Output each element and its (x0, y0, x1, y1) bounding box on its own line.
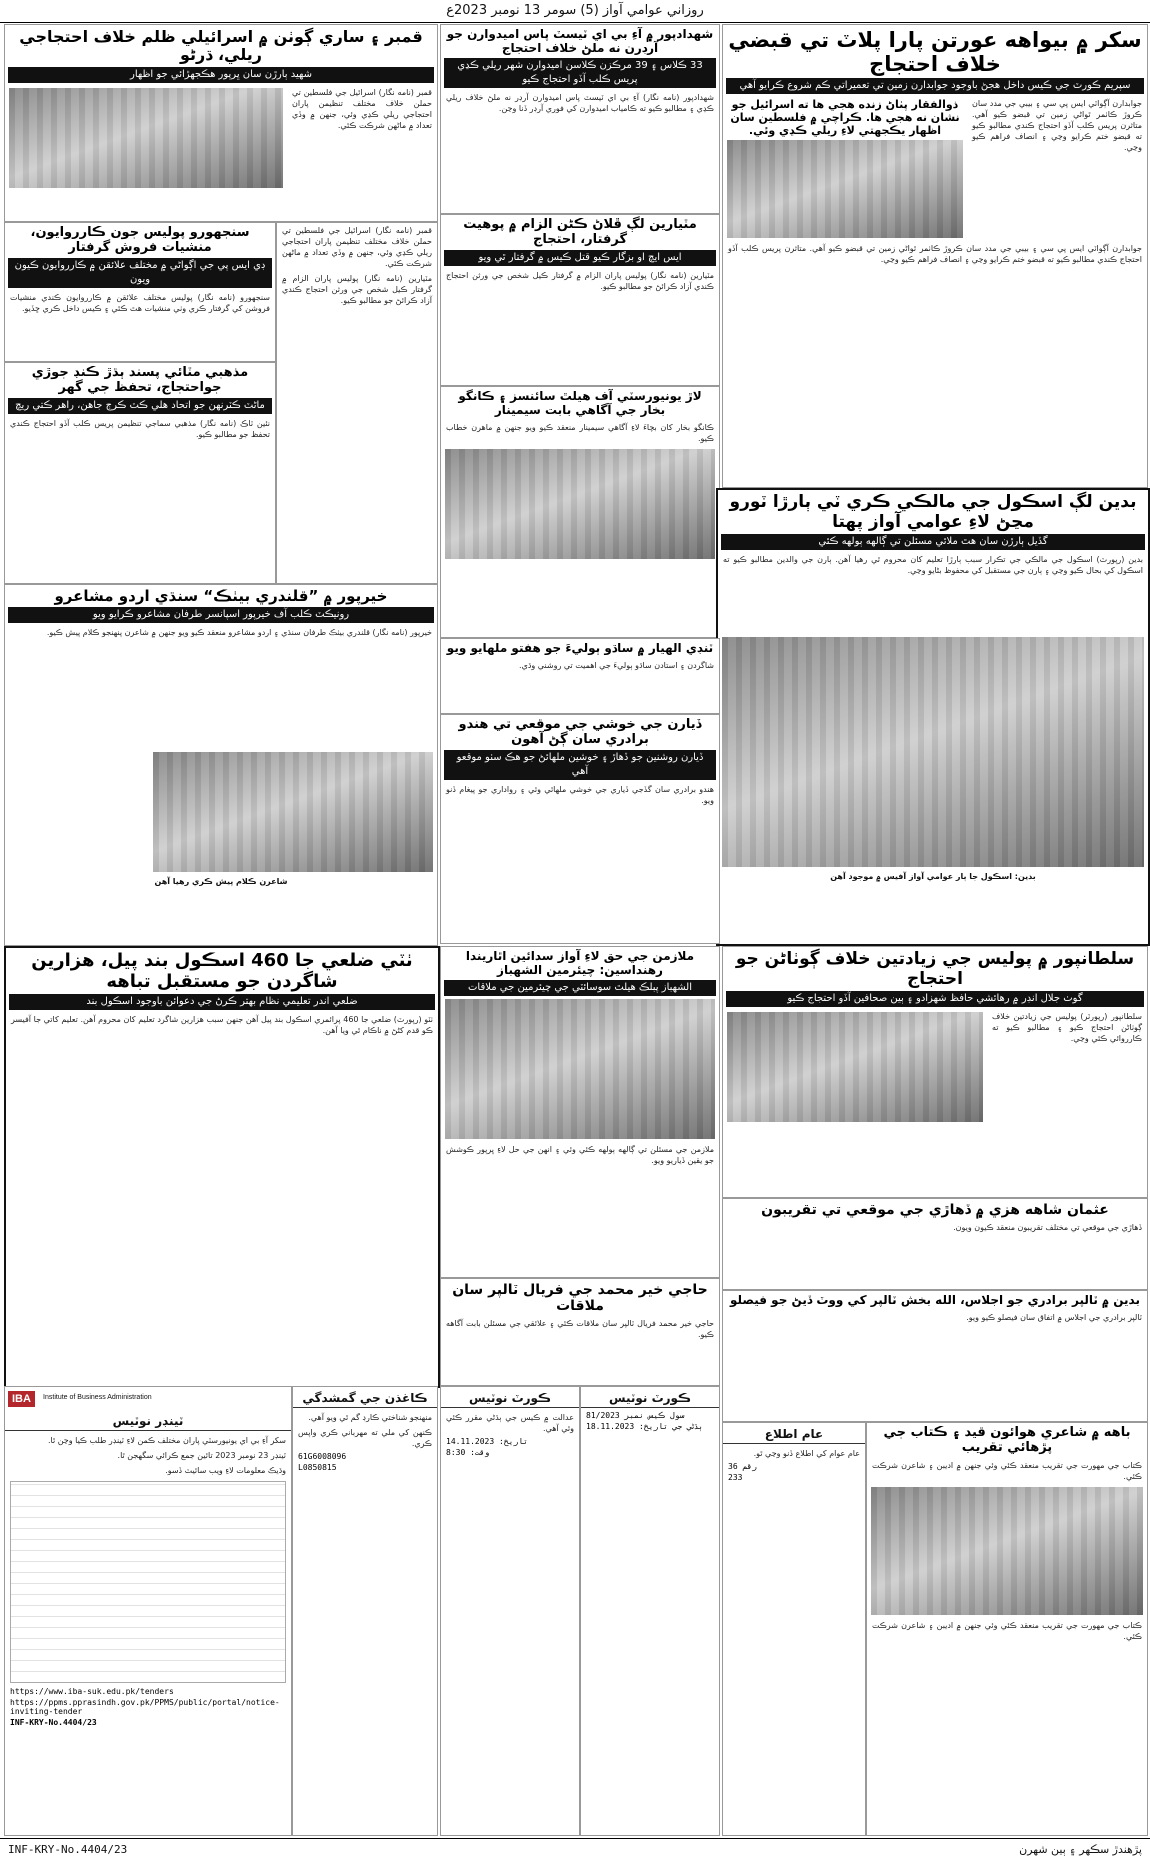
article-subhead-zulfiqar: ذوالفقار پٺاڻ زنده هجي ها ته اسرائيل جو نشان نه هجي ها. ڪراچي ۾ فلسطين سان اظهار يڪجهتي لاءِ ريلي ڪڍي وئي. (730, 98, 960, 137)
notice-court-2 (580, 1386, 720, 1836)
iba-org-name: Institute of Business Administration (43, 1394, 152, 1401)
article-headline: مٽيارين لڳ ڦلاڻ ڪڻن الزام ۾ پوهيت گرفتار، احتجاج (463, 217, 697, 247)
article-body: جوابدارن آڳواٽي ايس پي سي ۽ بيبي جي مدد سان ڪروڙ ڪاٺمر ٿواڻي زمين تي قبضو ڪيو آهي. متاثرن پريس ڪلب آڏو احتجاج ڪندي مطالبو ڪيو ته قبضو ختم ڪرايو وڃي ۽ انصاف فراهم ڪيو وڃي. (972, 99, 1142, 153)
article-sanjhoro-police (4, 222, 276, 362)
notice-line-1: عام عوام کي اطلاع ڏنو وڃي ٿو. (753, 1449, 860, 1458)
article-subheadline: ايس ايچ او بزگار ڪيو قتل ڪيس ۾ گرفتار ٿي ويو (444, 250, 716, 266)
notice-title: عام اطلاع (723, 1425, 865, 1444)
notice-line-1: منهنجو شناختي ڪارڊ گم ٿي ويو آهي. (308, 1413, 432, 1422)
villagers-protest-photo (727, 1012, 983, 1122)
article-body: سلطانپور (رپورٽر) پوليس جي زيادتين خلاف ڳوٺاڻن احتجاج ڪيو ۽ مطالبو ڪيو ته ڪارروائي ڪئي وڃي. (992, 1012, 1142, 1044)
ad-iba-tender (4, 1386, 292, 1836)
article-headline: ڏيارن جي خوشي جي موقعي تي هندو برادري سان ڳڻ آهون (458, 717, 702, 747)
article-body: شاگردن ۽ استادن ساڌو ٻوليءَ جي اهميت تي روشني وڌي. (519, 660, 714, 670)
article-badin-school-children (716, 488, 1150, 946)
article-headline: لاڙ يونيورسٽي آف هيلٿ سائنسز ۽ ڪانگو بخار جي آگاهي بابت سيمينار (458, 389, 702, 417)
article-qambar-rally (4, 24, 438, 222)
tender-url-link[interactable]: https://www.iba-suk.edu.pk/tenders (10, 1687, 174, 1696)
tender-line-2: ٽينڊر 23 نومبر 2023 تائين جمع ڪرائي سگهجن ٿا. (117, 1451, 286, 1460)
notice-date: ٻڌڻي جي تاريخ: 18.11.2023 (586, 1422, 704, 1431)
article-book-launch (866, 1422, 1148, 1836)
notice-title: ڪاغذن جي گمشدگي (293, 1389, 437, 1408)
article-headline: بدين لڳ اسڪول جي مالڪي ڪري ٽي ٻارڙا ٽورو مڃڻ لاءِ عوامي آواز پهتا (729, 492, 1137, 532)
iba-logo: IBA (8, 1391, 35, 1407)
meeting-photo (445, 999, 715, 1139)
footer-label: پڙهندڙ سڪهر ۽ ٻين شهرن (1019, 1843, 1142, 1856)
article-employees-rights (440, 946, 720, 1278)
article-body: ٽالپر برادري جي اجلاس ۾ اتفاق سان فيصلو ڪيو ويو. (966, 1312, 1142, 1322)
article-sukkur-plot-protest (722, 24, 1148, 488)
article-headline: بدين ۾ ٽالپر برادري جو اجلاس، الله بخش ٽالپر کي ووٽ ڏيڻ جو فيصلو (730, 1293, 1140, 1307)
notice-title: ڪورٽ نوٽيس (581, 1389, 719, 1408)
article-body: ڪتاب جي مهورت جي تقريب منعقد ڪئي وئي جنهن ۾ اديبن ۽ شاعرن شرڪت ڪئي. (872, 1460, 1142, 1481)
article-headline: شهدادپور ۾ آءِ بي اي ٽيسٽ پاس اميدوارن جو آرڊرن نه ملڻ خلاف احتجاج (446, 27, 714, 55)
footer (0, 1838, 1150, 1860)
notice-number-2: L0850815 (298, 1463, 337, 1472)
article-body: مٽيارين (نامه نگار) پوليس پاران الزام ۾ گرفتار ڪيل شخص جي ورثن احتجاج ڪندي آزاد ڪرائڻ جو مطالبو ڪيو. (446, 270, 714, 291)
article-body: قمبر (نامه نگار) اسرائيل جي فلسطين تي حملن خلاف مختلف تنظيمن پاران احتجاجي ريلي ڪڍي وئي، جنهن ۾ وڏي تعداد ۾ ماڻهن شرڪت ڪئي. (282, 226, 432, 268)
notice-court-1 (440, 1386, 580, 1836)
article-khairpur-mushaira (4, 584, 438, 946)
article-usman-shah-event (722, 1198, 1148, 1290)
notice-case-number: سول ڪيس نمبر 81/2023 (586, 1411, 685, 1420)
article-headline: باهه ۾ شاعري هوائون قيد ۽ ڪتاب جي پڙهائي تقريب (883, 1425, 1131, 1455)
tender-code: INF-KRY-No.4404/23 (10, 1718, 97, 1727)
tender-title: ٽينڊر نوٽيس (5, 1412, 291, 1431)
article-subheadline: سپريم ڪورٽ جي ڪيس داخل هجڻ باوجود جوابدارن زمين تي تعميراتي ڪم شروع ڪرايو آهي (726, 78, 1144, 94)
article-headline: ٺٽي ضلعي جا 460 اسڪول بند پيل، هزارين شاگردن جو مستقبل تباهه (31, 950, 413, 992)
article-diwali-hindu (440, 714, 720, 944)
notice-time: وقت: 8:30 (446, 1448, 490, 1457)
article-subheadline: 33 ڪلاس ۽ 39 مرڪزن ڪلاسن اميدوارن شهر ريلي ڪڍي پريس ڪلب آڏو احتجاج ڪيو (444, 58, 716, 88)
article-subheadline: شهيد ٻارڙن سان ڀرپور هڪجهڙائي جو اظهار (8, 67, 434, 83)
article-faryal-talpur-meeting (440, 1278, 720, 1386)
article-body: بدين (رپورٽ) اسڪول جي مالڪي جي تڪرار سبب ٻارڙا تعليم کان محروم ٿي رهيا آهن. ٻارن جي والدين مطالبو ڪيو ته اسڪول کي بحال ڪيو وڃي ۽ ٻارن جي مستقبل کي محفوظ بڻايو وڃي. (723, 555, 1143, 576)
book-launch-photo (871, 1487, 1143, 1615)
article-headline: عثمان شاهه هزي ۾ ڏهاڙي جي موقعي تي تقريبون (761, 1202, 1109, 1218)
article-body: ملازمن جي مسئلن تي ڳالهه ٻولهه ڪئي وئي ۽ انهن جي حل لاءِ ڀرپور ڪوشش جو يقين ڏياريو ويو. (446, 1144, 714, 1165)
notice-number-1: رقم 36 (728, 1462, 757, 1471)
article-headline: حاجي خير محمد جي فريال ٽالپر سان ملاقات (452, 1282, 708, 1315)
article-headline: سنجهورو پوليس جون ڪارروايون، منشيات فروش گرفتار (30, 225, 250, 255)
article-religious-protest (4, 362, 276, 584)
seminar-photo (445, 449, 715, 559)
article-body: هندو برادري سان گڏجي ڏياري جي خوشي ملهائي وئي ۽ رواداري جو پيغام ڏنو ويو. (446, 784, 714, 805)
article-body-continued: ڪتاب جي مهورت جي تقريب منعقد ڪئي وئي جنهن ۾ اديبن ۽ شاعرن شرڪت ڪئي. (872, 1620, 1142, 1641)
article-thatta-schools-closed (4, 946, 440, 1388)
article-subheadline: ڏيارن روشنين جو ڏهاڙ ۽ خوشين ملهائڻ جو هڪ سٺو موقعو آهي (444, 750, 716, 780)
article-sultanpur-police-protest (722, 946, 1148, 1198)
article-congo-seminar (440, 386, 720, 638)
notice-title: ڪورٽ نوٽيس (441, 1389, 579, 1408)
article-body: حاجي خير محمد فريال ٽالپر سان ملاقات ڪئي ۽ علائقي جي مسئلن بابت آگاهه ڪيو. (446, 1319, 714, 1340)
notice-number-1: 61G6008096 (298, 1452, 347, 1461)
mushaira-photo (153, 752, 433, 872)
article-body: سنجهورو (نامه نگار) پوليس مختلف علائقن ۾ ڪارروايون ڪندي منشيات فروشن کي گرفتار ڪري وٺي منشيات هٿ ڪئي ۽ ڪيس داخل ڪري ڇڏيو. (10, 292, 270, 313)
article-body: شهدادپور (نامه نگار) آءِ بي اي ٽيسٽ پاس اميدوارن آرڊر نه ملڻ خلاف ريلي ڪڍي ۽ مطالبو ڪيو ته ڪامياب اميدوارن کي فوري آرڊر ڏنا وڃن. (446, 92, 714, 113)
article-headline: مذهبي مٽائي پسند ٻڌڙ ڪنڊ جوڙي جواحتجاج، تحفظ جي گهر (31, 365, 249, 395)
photo-caption: بدين: اسڪول جا ٻار عوامي آواز آفيس ۾ موجود آهن (830, 872, 1036, 882)
article-shahdadpur-iba-protest (440, 24, 720, 214)
notice-line-2: ڪنهن کي ملي ته مهرباني ڪري واپس ڪري. (298, 1428, 432, 1448)
article-subheadline: ماڻٽ ڪٽرنهن جو اتحاد هلي ڪٽ ڪرڄ جاهن، راهر ڪتي ريچ (8, 398, 272, 414)
notice-public (722, 1422, 866, 1836)
article-subheadline: رونيڪٽ ڪلب آف خيرپور اسپانسر طرفان مشاعرو ڪرايو ويو (8, 607, 434, 623)
children-group-photo (722, 637, 1144, 867)
tender-line-1: سکر آءِ بي اي يونيورسٽي پاران مختلف ڪمن لاءِ ٽينڊر طلب ڪيا وڃن ٿا. (47, 1436, 286, 1445)
tender-table (10, 1481, 286, 1683)
article-body-continued: جوابدارن آڳواٽي ايس پي سي ۽ بيبي جي مدد سان ڪروڙ ڪاٺمر ٿواڻي زمين تي قبضو ڪيو آهي. متاثرن پريس ڪلب آڏو احتجاج ڪندي مطالبو ڪيو ته قبضو ختم ڪرايو وڃي ۽ انصاف فراهم ڪيو وڃي. (728, 244, 1142, 265)
article-body: نئين ٽاڪ (نامه نگار) مذهبي سماجي تنظيمن پريس ڪلب آڏو احتجاج ڪندي تحفظ جو مطالبو ڪيو. (10, 418, 270, 439)
photo-caption: شاعرن ڪلام پيش ڪري رهيا آهن (154, 877, 288, 887)
article-headline: ملازمن جي حق لاءِ آواز سدائين اٿاريندا رهنداسين: چيئرمين الشهباز (465, 949, 695, 977)
article-headline: سلطانپور ۾ پوليس جي زيادتين خلاف ڳوٺاڻن جو احتجاج (735, 949, 1135, 989)
article-subheadline: الشهباز پبلڪ هيلٿ سوسائٽي جي چيئرمين جي ملاقات (444, 980, 716, 996)
article-subheadline: گڏيل ٻارڙن سان هٿ ملائي مسئلن تي ڳالهه ٻولهه ڪئي (721, 534, 1145, 550)
footer-code: INF-KRY-No.4404/23 (8, 1843, 128, 1856)
article-subheadline: ضلعي اندر تعليمي نظام بهتر ڪرڻ جي دعوائن باوجود اسڪول بند (9, 994, 435, 1010)
notice-number-2: 233 (728, 1473, 743, 1482)
article-body: ڪانگو بخار کان بچاءَ لاءِ آگاهي سيمينار منعقد ڪيو ويو جنهن ۾ ماهرن خطاب ڪيو. (446, 422, 714, 443)
article-subheadline: گوٺ جلال انڊر ۾ رهائشي حافظ شهزادو ۽ ٻين صحافين آڏو احتجاج ڪيو (726, 991, 1144, 1007)
notice-lost-documents (292, 1386, 438, 1836)
article-body: مٽيارين (نامه نگار) پوليس پاران الزام ۾ گرفتار ڪيل شخص جي ورثن احتجاج ڪندي آزاد ڪرائڻ جو مطالبو ڪيو. (282, 274, 432, 305)
article-headline: قمبر ۽ ساري ڳوٺن ۾ اسرائيلي ظلم خلاف احتجاجي ريلي، ڌرڻو (19, 27, 423, 65)
protest-photo (727, 140, 963, 238)
article-tando-allahyar (440, 638, 720, 714)
article-body: قمبر (نامه نگار) اسرائيل جي فلسطين تي حملن خلاف مختلف تنظيمن پاران احتجاجي ريلي ڪڍي وئي، جنهن ۾ وڏي تعداد ۾ ماڻهن شرڪت ڪئي. (292, 87, 432, 130)
article-headline: سکر ۾ بيواهه عورتن پارا پلاٽ تي قبضي خلاف احتجاج (728, 28, 1142, 77)
article-body: ڏهاڙي جي موقعي تي مختلف تقريبون منعقد ڪيون ويون. (953, 1223, 1142, 1233)
ppms-url-link[interactable]: https://ppms.pprasindh.gov.pk/PPMS/public/portal/notice-inviting-tender (10, 1698, 280, 1716)
article-headline: ٽنڊي الهيار ۾ ساڌو ٻوليءَ جو هفتو ملهايو ويو (446, 641, 714, 655)
notice-date: تاريخ: 14.11.2023 (446, 1437, 528, 1446)
masthead: روزاني عوامي آواز (5) سومر 13 نومبر 2023ع (0, 0, 1150, 23)
article-body: ٺٽو (رپورٽ) ضلعي جا 460 پرائمري اسڪول بند پيل آهن جنهن سبب هزارين شاگرد تعليم کان محروم آهن. تعليم کاتي جا آفيسر ڪو قدم کڻڻ ۾ ناڪام ٿي ويا آهن. (11, 1015, 433, 1036)
tender-line-3: وڌيڪ معلومات لاءِ ويب سائيٽ ڏسو. (165, 1466, 286, 1475)
article-matiari-arrest (440, 214, 720, 386)
article-continuation-column (276, 222, 438, 584)
article-subheadline: ڊي ايس پي جي اڳواڻي ۾ مختلف علائقن ۾ ڪارروايون ڪيون ويون (8, 258, 272, 288)
article-body: خيرپور (نامه نگار) قلندري بيٺڪ طرفان سنڌي ۽ اردو مشاعرو منعقد ڪيو ويو جنهن ۾ شاعرن پنهنجو ڪلام پيش ڪيو. (46, 628, 432, 638)
rally-photo (9, 88, 283, 188)
article-headline: خيرپور ۾ ”قلندري بيٺڪ“ سنڌي اردو مشاعرو (54, 587, 388, 605)
notice-line-1: عدالت ۾ ڪيس جي ٻڌڻي مقرر ڪئي وئي آهي. (446, 1413, 574, 1433)
article-talpur-meeting (722, 1290, 1148, 1422)
